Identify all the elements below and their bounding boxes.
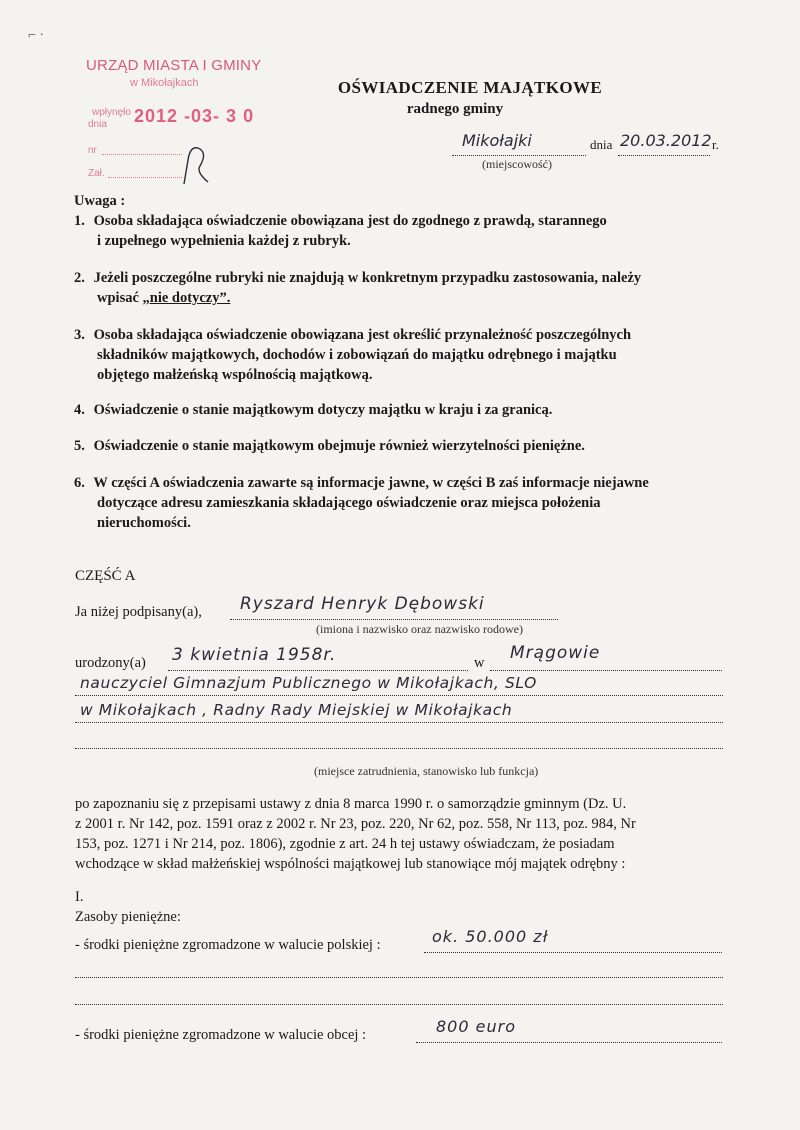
stamp-office-subtitle: w Mikołajkach (130, 77, 199, 89)
employment-caption: (miejsce zatrudnienia, stanowisko lub funkcja) (314, 764, 539, 778)
stamp-nr-label: nr (88, 145, 97, 156)
stamp-zal-label: Zał. (88, 168, 105, 179)
part-a-heading: CZĘŚĆ A (75, 568, 136, 584)
remark-text: objętego małżeńską wspólnością majątkową. (97, 367, 373, 383)
remark-text: składników majątkowych, dochodów i zobowiązań do majątku odrębnego i majątku (97, 347, 617, 363)
remark-text: dotyczące adresu zamieszkania składającego oświadczenie oraz miejsca położenia (97, 495, 601, 511)
employment-line-3 (75, 747, 723, 749)
name-value: Ryszard Henryk Dębowski (240, 594, 485, 614)
foreign-funds-label: - środki pieniężne zgromadzone w walucie obcej : (75, 1027, 367, 1043)
birth-place-value: Mrągowie (510, 643, 601, 663)
remark-number: 5. (74, 438, 85, 454)
stamp-zal-line (108, 176, 182, 178)
stamp-received-label-2: dnia (88, 119, 107, 130)
stamp-nr-line (102, 153, 182, 155)
pln-extra-line-2 (75, 1003, 723, 1005)
section-i-heading: I. (75, 889, 84, 905)
remark-item-3 (74, 325, 724, 385)
remark-item-1 (74, 211, 724, 251)
remark-text: W części A oświadczenia zawarte są informacje jawne, w części B zaś informacje niejawne (93, 475, 649, 491)
employment-line-2 (75, 721, 723, 723)
name-caption: (imiona i nazwisko oraz nazwisko rodowe) (316, 622, 523, 636)
date-line (618, 154, 710, 156)
remark-number: 4. (74, 402, 85, 418)
remark-item-4 (74, 400, 724, 420)
stamp-office-title: URZĄD MIASTA I GMINY (86, 57, 262, 74)
employment-line-1 (75, 694, 723, 696)
foreign-funds-line (416, 1041, 722, 1043)
date-suffix: r. (712, 137, 719, 152)
date-label: dnia (590, 137, 613, 152)
remark-text: nieruchomości. (97, 515, 191, 531)
stamp-received-label-1: wpłynęło (92, 107, 131, 118)
remark-text: wpisać (97, 290, 143, 306)
statement-line: po zapoznaniu się z przepisami ustawy z dnia 8 marca 1990 r. o samorządzie gminnym (Dz. U. (75, 796, 627, 812)
date-value: 20.03.2012 (620, 131, 712, 150)
born-label: urodzony(a) (75, 655, 146, 671)
remarks-heading: Uwaga : (74, 193, 126, 209)
signed-label: Ja niżej podpisany(a), (75, 604, 202, 620)
section-i-label: Zasoby pieniężne: (75, 909, 181, 925)
statement-paragraph (75, 794, 723, 874)
document-title: OŚWIADCZENIE MAJĄTKOWE (337, 78, 603, 97)
in-label: w (474, 655, 485, 671)
statement-line: wchodzące w skład małżeńskiej wspólności majątkowej lub stanowiące mój majątek odrębny : (75, 856, 626, 872)
pln-funds-line (424, 951, 722, 953)
employment-value-2: w Mikołajkach , Radny Rady Miejskiej w Mikołajkach (80, 701, 513, 719)
birth-place-line (490, 669, 722, 671)
birth-date-value: 3 kwietnia 1958r. (172, 645, 337, 665)
remark-text: Oświadczenie o stanie majątkowym dotyczy majątku w kraju i za granicą. (93, 402, 553, 418)
remark-item-2 (74, 268, 724, 308)
remark-number: 1. (74, 213, 85, 229)
remark-text: Osoba składająca oświadczenie obowiązana jest określić przynależność poszczególnych (93, 327, 632, 343)
remark-number: 6. (74, 475, 85, 491)
birth-date-line (168, 669, 468, 671)
remark-item-6 (74, 473, 724, 533)
pln-funds-value: ok. 50.000 zł (432, 927, 549, 946)
stamp-received-date: 2012 -03- 3 0 (134, 106, 255, 126)
scan-corner-mark: ⌐ · (28, 28, 45, 43)
foreign-funds-value: 800 euro (436, 1017, 516, 1036)
remark-text: Jeżeli poszczególne rubryki nie znajdują w konkretnym przypadku zastosowania, należy (93, 270, 642, 286)
stamp-initials-signature (178, 138, 218, 190)
remark-number: 3. (74, 327, 85, 343)
statement-line: z 2001 r. Nr 142, poz. 1591 oraz z 2002 r. Nr 23, poz. 220, Nr 62, poz. 558, Nr 113, poz. 984, Nr (75, 816, 636, 832)
place-line (452, 154, 586, 156)
employment-value-1: nauczyciel Gimnazjum Publicznego w Mikołajkach, SLO (80, 674, 537, 692)
remark-text: Oświadczenie o stanie majątkowym obejmuje również wierzytelności pieniężne. (93, 438, 585, 454)
remark-text: Osoba składająca oświadczenie obowiązana jest do zgodnego z prawdą, starannego (93, 213, 607, 229)
remark-number: 2. (74, 270, 85, 286)
pln-funds-label: - środki pieniężne zgromadzone w walucie polskiej : (75, 937, 381, 953)
document-subtitle: radnego gminy (406, 101, 504, 117)
statement-line: 153, poz. 1271 i Nr 214, poz. 1806), zgodnie z art. 24 h tej ustawy oświadczam, że posiadam (75, 836, 615, 852)
place-value: Mikołajki (462, 131, 532, 150)
remark-emphasis: „nie dotyczy”. (142, 290, 231, 306)
pln-extra-line-1 (75, 976, 723, 978)
place-caption: (miejscowość) (482, 157, 552, 171)
name-line (230, 618, 558, 620)
remark-text: i zupełnego wypełnienia każdej z rubryk. (97, 233, 351, 249)
remark-item-5 (74, 436, 724, 456)
